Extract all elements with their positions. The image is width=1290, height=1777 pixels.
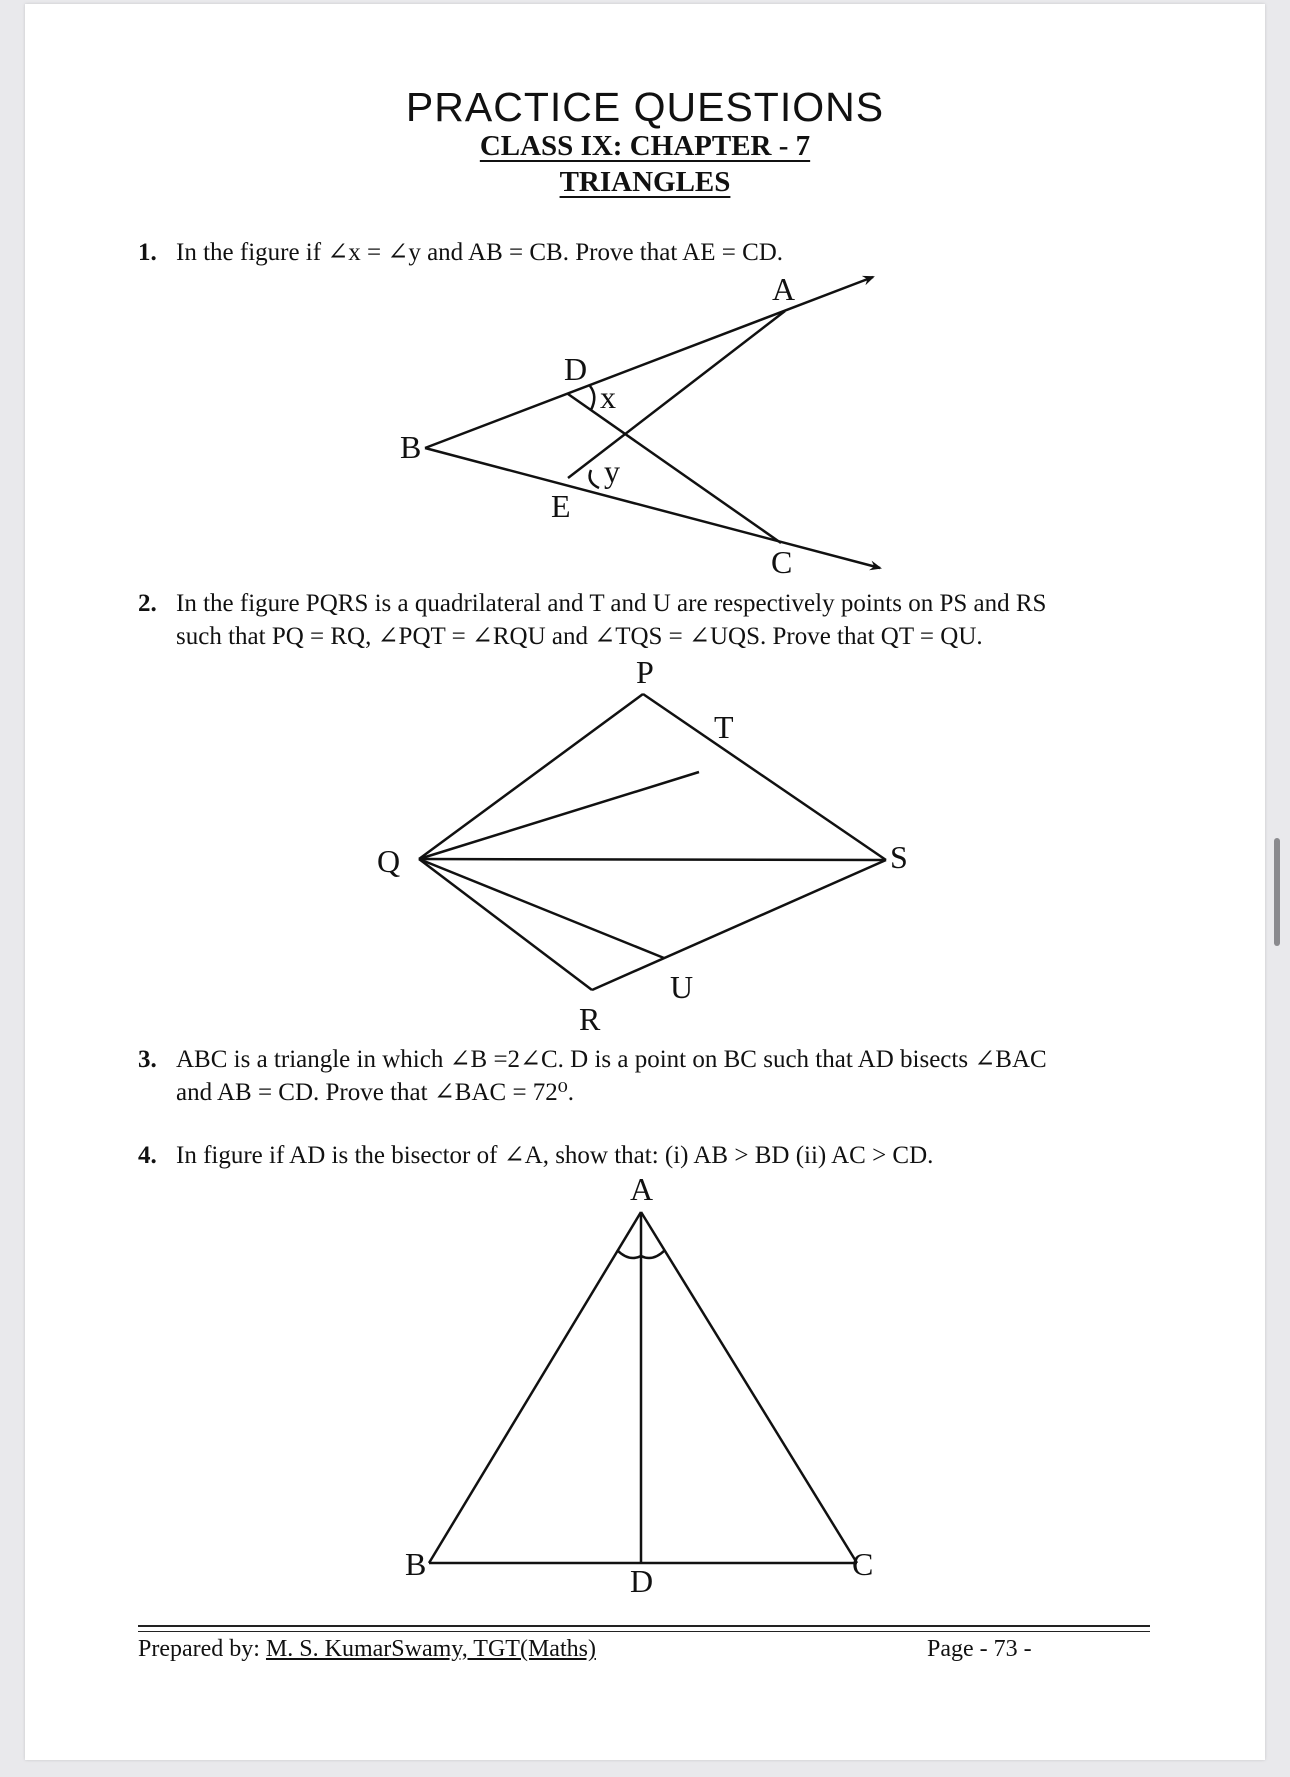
ray-ba xyxy=(425,277,873,448)
label-c: C xyxy=(771,544,793,580)
ray-bc xyxy=(425,448,880,568)
label-p: P xyxy=(636,654,654,690)
question-text: In figure if AD is the bisector of ∠A, show that: (i) AB > BD (ii) AC > CD. xyxy=(176,1142,934,1169)
label-d: D xyxy=(564,351,588,387)
label-c: C xyxy=(852,1546,874,1582)
label-a: A xyxy=(772,271,796,307)
side-rs xyxy=(592,860,886,990)
segment-qt xyxy=(419,772,699,859)
label-b: B xyxy=(400,429,422,465)
scrollbar-thumb[interactable] xyxy=(1274,838,1280,946)
question-text: ABC is a triangle in which ∠B =2∠C. D is a point on BC such that AD bisects ∠BAC xyxy=(176,1046,1047,1073)
label-s: S xyxy=(890,839,908,875)
question-number: 1. xyxy=(138,239,157,266)
question-text: In the figure if ∠x = ∠y and AB = CB. Prove that AE = CD. xyxy=(176,239,784,266)
label-b: B xyxy=(405,1546,427,1582)
question-text: such that PQ = RQ, ∠PQT = ∠RQU and ∠TQS = ∠UQS. Prove that QT = QU. xyxy=(176,623,983,650)
label-a: A xyxy=(630,1171,654,1207)
label-r: R xyxy=(579,1001,601,1037)
question-number: 2. xyxy=(138,590,157,617)
angle-y-arc xyxy=(590,470,599,488)
author-name: M. S. KumarSwamy, TGT(Maths) xyxy=(265,1636,596,1662)
label-x: x xyxy=(600,379,616,415)
page-number: Page - 73 - xyxy=(927,1636,1032,1662)
label-t: T xyxy=(714,709,734,745)
footer-rule xyxy=(138,1631,1150,1632)
footer-credit: Prepared by: M. S. KumarSwamy, TGT(Maths) xyxy=(138,1636,596,1662)
class-chapter-heading: CLASS IX: CHAPTER - 7 xyxy=(479,130,811,162)
footer-rule xyxy=(138,1625,1150,1627)
label-d: D xyxy=(630,1563,654,1599)
segment-dc xyxy=(568,394,781,543)
side-pq xyxy=(419,694,643,859)
topic-heading: TRIANGLES xyxy=(559,166,731,198)
question-number: 3. xyxy=(138,1046,157,1073)
label-y: y xyxy=(604,453,620,489)
diagonal-qs xyxy=(419,859,886,860)
page-title: PRACTICE QUESTIONS xyxy=(405,84,885,130)
label-u: U xyxy=(670,969,694,1005)
figure-3 xyxy=(429,1212,857,1563)
question-text: and AB = CD. Prove that ∠BAC = 72⁰. xyxy=(176,1079,575,1106)
side-ab xyxy=(429,1212,641,1563)
label-q: Q xyxy=(377,843,401,879)
figure-2 xyxy=(419,694,886,990)
side-qr xyxy=(419,859,592,990)
question-text: In the figure PQRS is a quadrilateral and T and U are respectively points on PS and RS xyxy=(176,590,1047,617)
angle-x-arc xyxy=(590,386,594,410)
side-ac xyxy=(641,1212,857,1563)
figure-1 xyxy=(425,277,880,568)
segment-qu xyxy=(419,859,664,958)
label-e: E xyxy=(551,488,571,524)
question-number: 4. xyxy=(138,1142,157,1169)
